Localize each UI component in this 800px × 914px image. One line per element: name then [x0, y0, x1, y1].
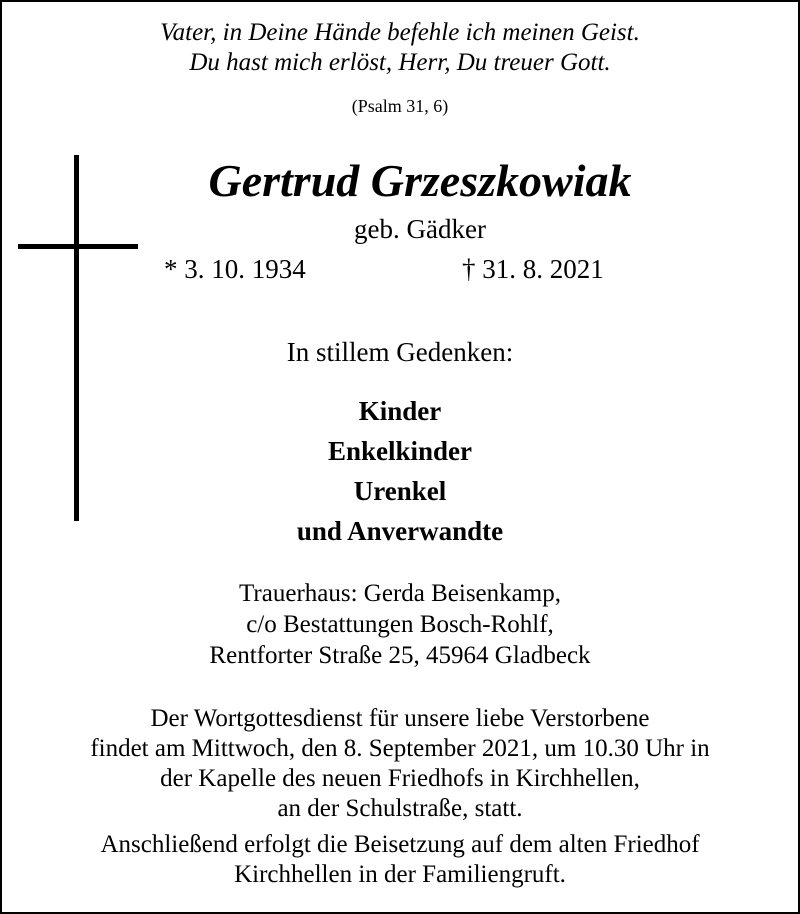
burial-line: Anschließend erfolgt die Beisetzung auf dem alten Friedhof [100, 831, 700, 858]
mourner-item: Urenkel [353, 476, 447, 506]
burial-info [0, 830, 800, 890]
verse-line: Du hast mich erlöst, Herr, Du treuer Gott. [189, 49, 611, 76]
death-date: † 31. 8. 2021 [462, 254, 604, 284]
mourner-item: Kinder [358, 396, 442, 426]
address-line: c/o Bestattungen Bosch-Rohlf, [246, 611, 554, 638]
verse-line: Vater, in Deine Hände befehle ich meinen Geist. [160, 19, 640, 46]
mourner-item: Enkelkinder [327, 436, 473, 466]
maiden-name: geb. Gädker [354, 214, 486, 244]
service-line: findet am Mittwoch, den 8. September 2021, um 10.30 Uhr in [90, 735, 710, 762]
address-line: Trauerhaus: Gerda Beisenkamp, [239, 580, 561, 607]
bible-verse [0, 18, 800, 78]
service-line: an der Schulstraße, statt. [277, 795, 523, 822]
service-line: Der Wortgottesdienst für unsere liebe Verstorbene [150, 705, 650, 732]
birth-date: * 3. 10. 1934 [164, 254, 306, 284]
mourner-item: und Anverwandte [296, 516, 504, 546]
burial-line: Kirchhellen in der Familiengruft. [234, 861, 566, 888]
deceased-name: Gertrud Grzeszkowiak [208, 155, 632, 206]
service-info [0, 704, 800, 824]
mourning-house-address [0, 578, 800, 671]
address-line: Rentforter Straße 25, 45964 Gladbeck [209, 642, 591, 669]
memory-heading: In stillem Gedenken: [286, 337, 514, 367]
service-line: der Kapelle des neuen Friedhofs in Kirchhellen, [160, 765, 640, 792]
verse-reference: (Psalm 31, 6) [351, 96, 449, 116]
mourners-list [0, 391, 800, 551]
